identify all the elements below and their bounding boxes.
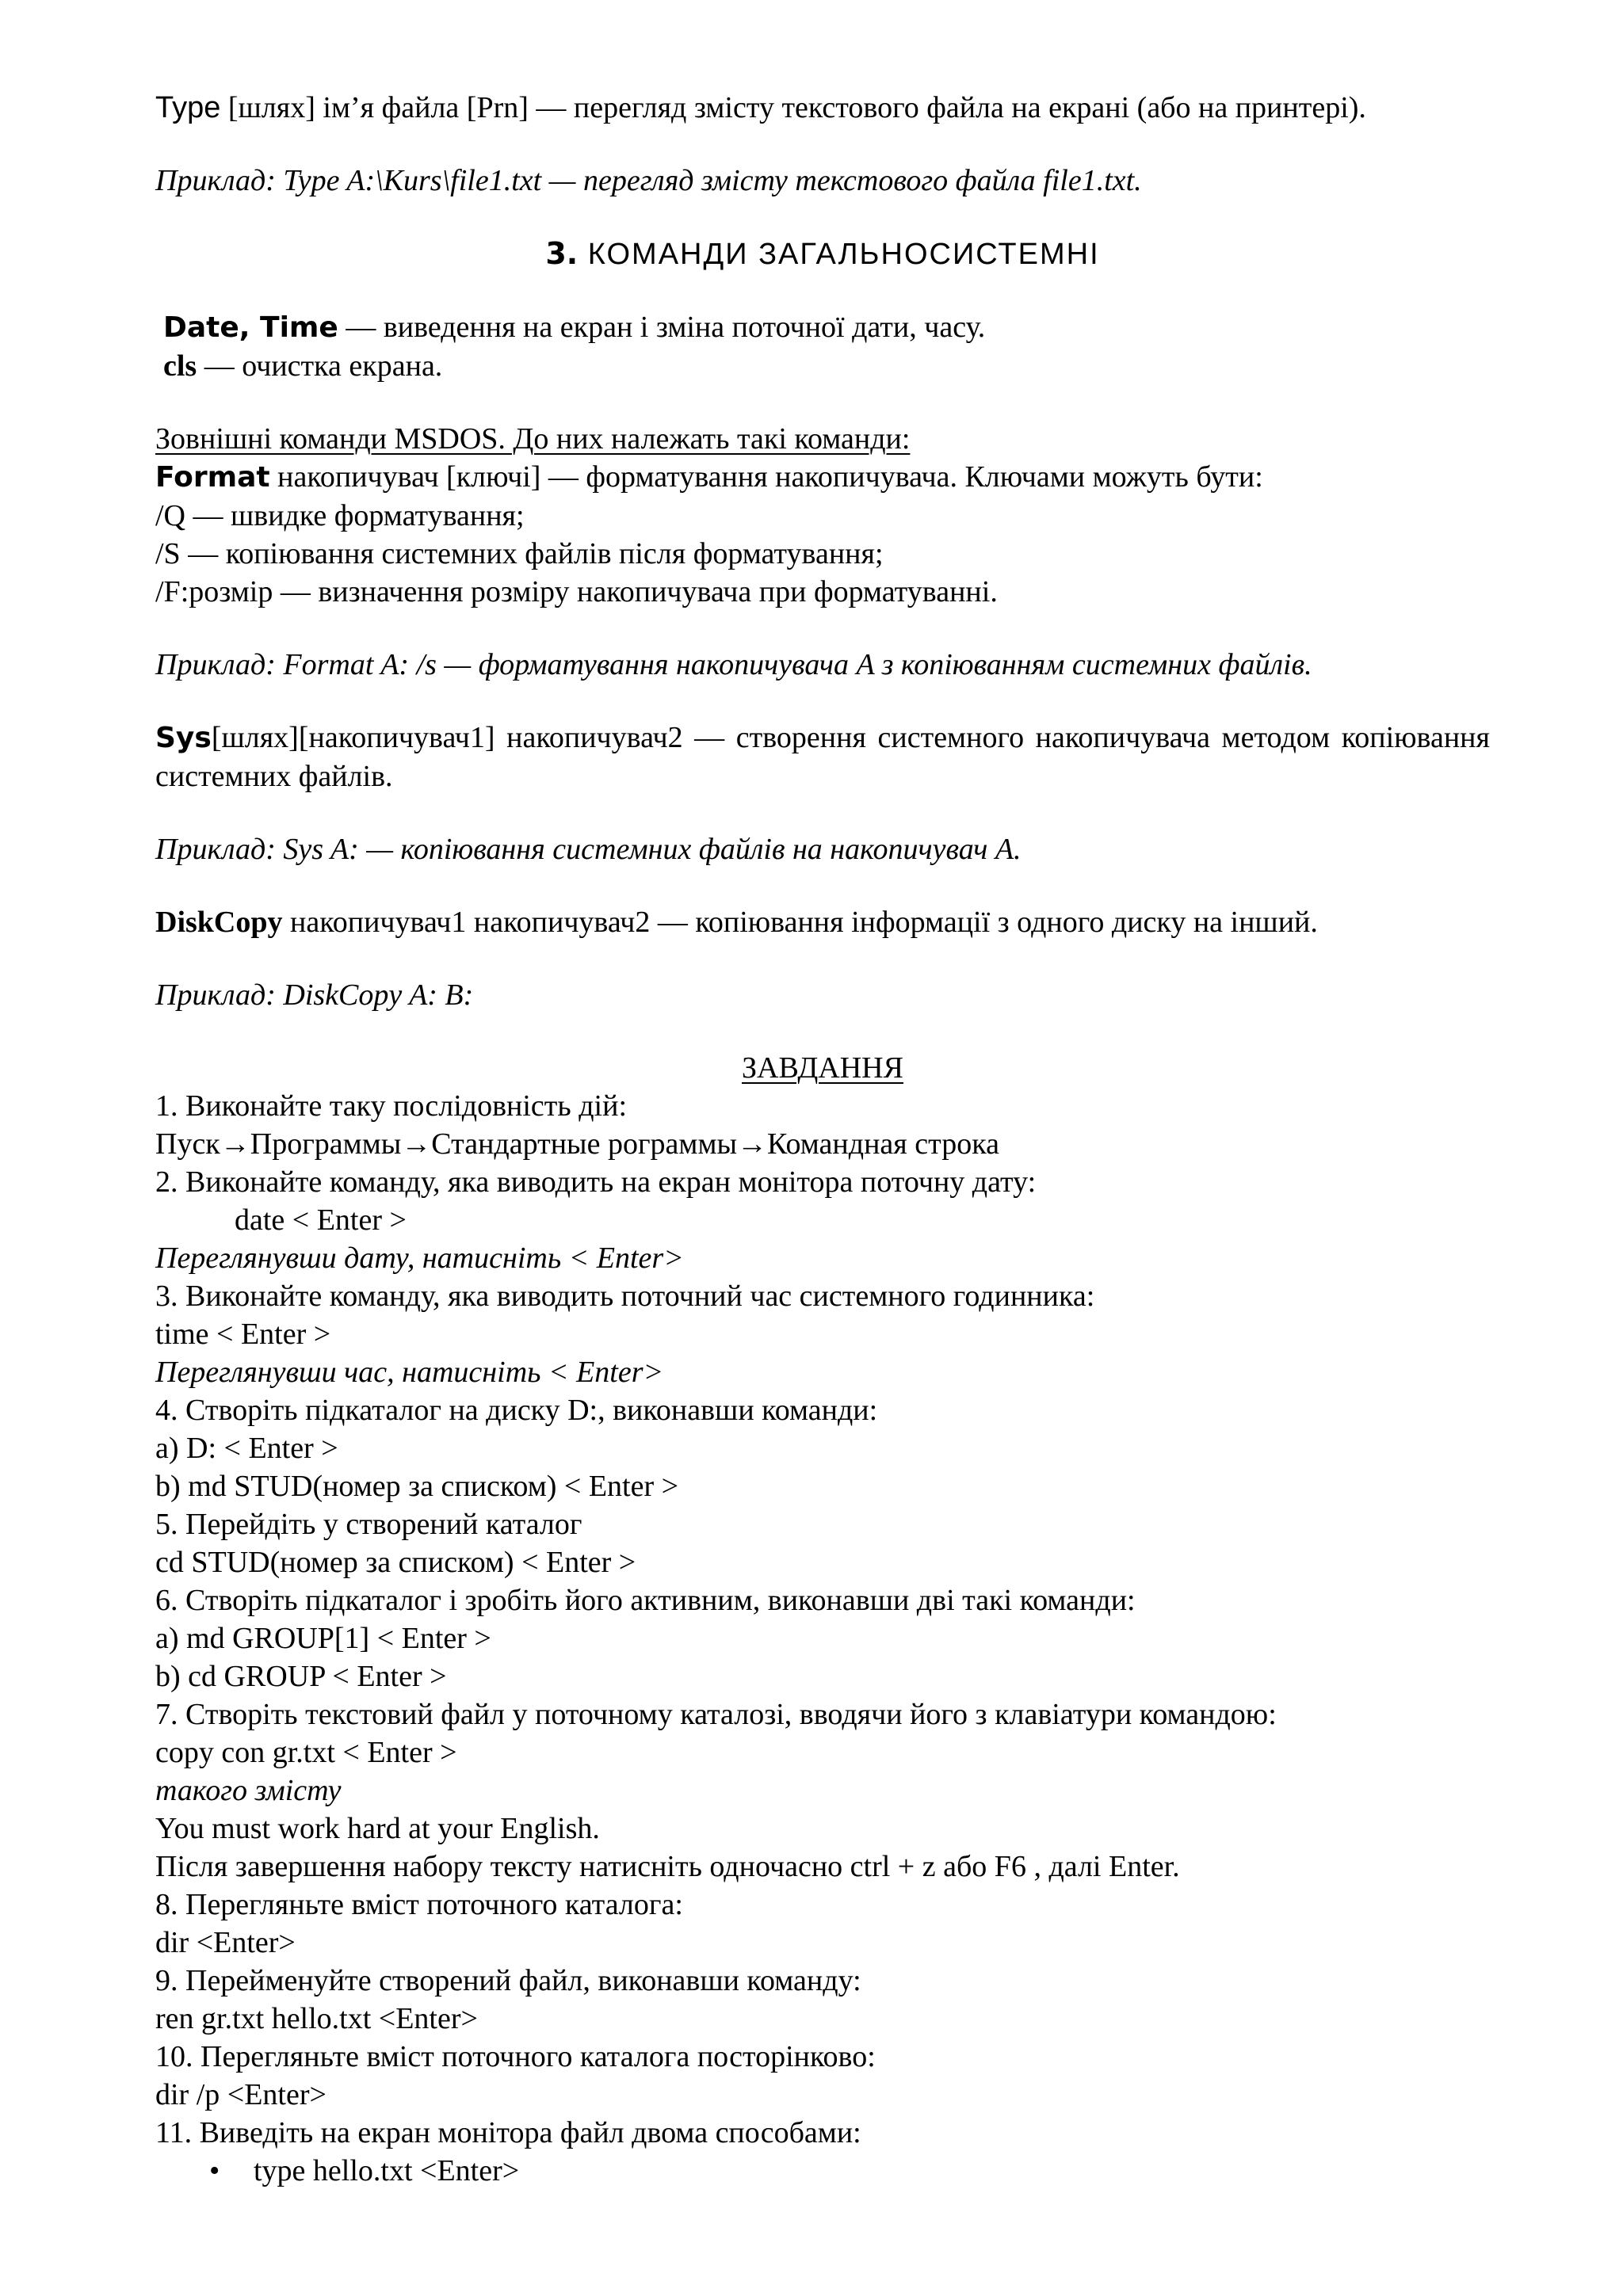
task-line: cd STUD(номер за списком) < Enter > — [155, 1546, 636, 1579]
task-line: copy con gr.txt < Enter > — [155, 1736, 457, 1769]
task-line: 8. Перегляньте вміст поточного каталога: — [155, 1888, 683, 1921]
cls-description: — очистка екрана. — [197, 349, 443, 383]
task-line: b) md STUD(номер за списком) < Enter > — [155, 1470, 679, 1503]
task-line: 6. Створіть підкаталог і зробіть його активним, виконавши дві такі команди: — [155, 1584, 1136, 1617]
sys-example: Приклад: Sys A: — копіювання системних файлів на накопичувач A. — [155, 833, 1022, 866]
external-commands-heading: Зовнішні команди MSDOS. До них належать такі команди: — [155, 422, 911, 456]
task-line: 5. Перейдіть у створений каталог — [155, 1508, 582, 1541]
task-line: a) D: < Enter > — [155, 1432, 338, 1465]
document-body — [155, 89, 1490, 2190]
task-line: 1. Виконайте таку послідовність дій: — [155, 1089, 628, 1123]
format-key-q: /Q — швидке форматування; — [155, 499, 525, 532]
diskcopy-paragraph — [155, 903, 1490, 941]
type-command-description: [шлях] ім’я файла [Prn] — перегляд змісту текстового файла на екрані (або на принтері). — [220, 91, 1366, 124]
task-line: 9. Перейменуйте створений файл, виконавши команду: — [155, 1964, 861, 1997]
diskcopy-description: накопичувач1 накопичувач2 — копіювання інформації з одного диску на інший. — [282, 906, 1318, 939]
task-line: a) md GROUP[1] < Enter > — [155, 1622, 491, 1655]
task-line: Пуск→Программы→Стандартные рограммы→Командная строка — [155, 1127, 999, 1161]
date-time-description: — виведення на екран і зміна поточної дати, часу. — [338, 311, 986, 344]
tasks-list — [155, 1087, 1490, 2152]
sys-paragraph — [155, 719, 1490, 795]
task-line: 2. Виконайте команду, яка виводить на екран монітора поточну дату: — [155, 1165, 1037, 1199]
type-command-paragraph — [155, 89, 1490, 127]
task-line: b) cd GROUP < Enter > — [155, 1660, 447, 1693]
task-line: ren gr.txt hello.txt <Enter> — [155, 2002, 478, 2035]
task-line: time < Enter > — [155, 1318, 331, 1351]
task-line: dir <Enter> — [155, 1926, 296, 1959]
task-line: date < Enter > — [235, 1203, 407, 1237]
section-heading — [155, 235, 1490, 273]
task-bullet-text: type hello.txt <Enter> — [254, 2154, 520, 2187]
task-bullet-item — [155, 2152, 1490, 2190]
task-line: 11. Виведіть на екран монітора файл двома способами: — [155, 2116, 861, 2149]
task-line: 10. Перегляньте вміст поточного каталога посторінково: — [155, 2040, 876, 2073]
cls-paragraph — [155, 347, 1490, 385]
format-command-name: Format — [155, 461, 270, 494]
section-number: 3. — [545, 236, 579, 271]
cls-command-name: cls — [163, 349, 197, 383]
task-line: dir /p <Enter> — [155, 2078, 327, 2111]
tasks-heading: ЗАВДАННЯ — [742, 1051, 903, 1085]
bullet-icon: • — [209, 2154, 220, 2187]
tasks-bullet-list — [155, 2152, 1490, 2190]
task-line: Переглянувши дату, натисніть < Enter> — [155, 1241, 684, 1275]
task-line: 4. Створіть підкаталог на диску D:, виконавши команди: — [155, 1394, 878, 1427]
type-command-name: Type — [155, 91, 221, 124]
format-key-f: /F:розмір — визначення розміру накопичувача при форматуванні. — [155, 575, 998, 608]
diskcopy-example: Приклад: DiskCopy A: B: — [155, 978, 474, 1012]
diskcopy-command-name: DiskCopy — [155, 906, 283, 939]
format-example: Приклад: Format A: /s — форматування накопичувача A з копіюванням системних файлів. — [155, 648, 1312, 681]
task-line: такого змісту — [155, 1774, 342, 1807]
format-description: накопичувач [ключі] — форматування накопичувача. Ключами можуть бути: — [269, 460, 1263, 494]
format-paragraph — [155, 458, 1490, 497]
task-line: Після завершення набору тексту натисніть одночасно ctrl + z або F6 , далі Enter. — [155, 1850, 1180, 1883]
task-line: 3. Виконайте команду, яка виводить поточний час системного годинника: — [155, 1280, 1095, 1313]
type-command-example: Приклад: Type A:\Kurs\file1.txt — перегляд змісту текстового файла file1.txt. — [155, 164, 1142, 197]
date-time-command-name: Date, Time — [163, 311, 338, 344]
format-key-s: /S — копіювання системних файлів після форматування; — [155, 537, 884, 570]
sys-command-name: Sys — [155, 722, 212, 754]
task-line: 7. Створіть текстовий файл у поточному каталозі, вводячи його з клавіатури командою: — [155, 1698, 1277, 1731]
date-time-paragraph — [155, 308, 1490, 347]
section-title: КОМАНДИ ЗАГАЛЬНОСИСТЕМНІ — [578, 238, 1100, 271]
sys-description: [шлях][накопичувач1] накопичувач2 — створення системного накопичувача методом копіювання системних файлів. — [155, 721, 1490, 793]
task-line: You must work hard at your English. — [155, 1812, 600, 1845]
task-line: Переглянувши час, натисніть < Enter> — [155, 1356, 664, 1389]
